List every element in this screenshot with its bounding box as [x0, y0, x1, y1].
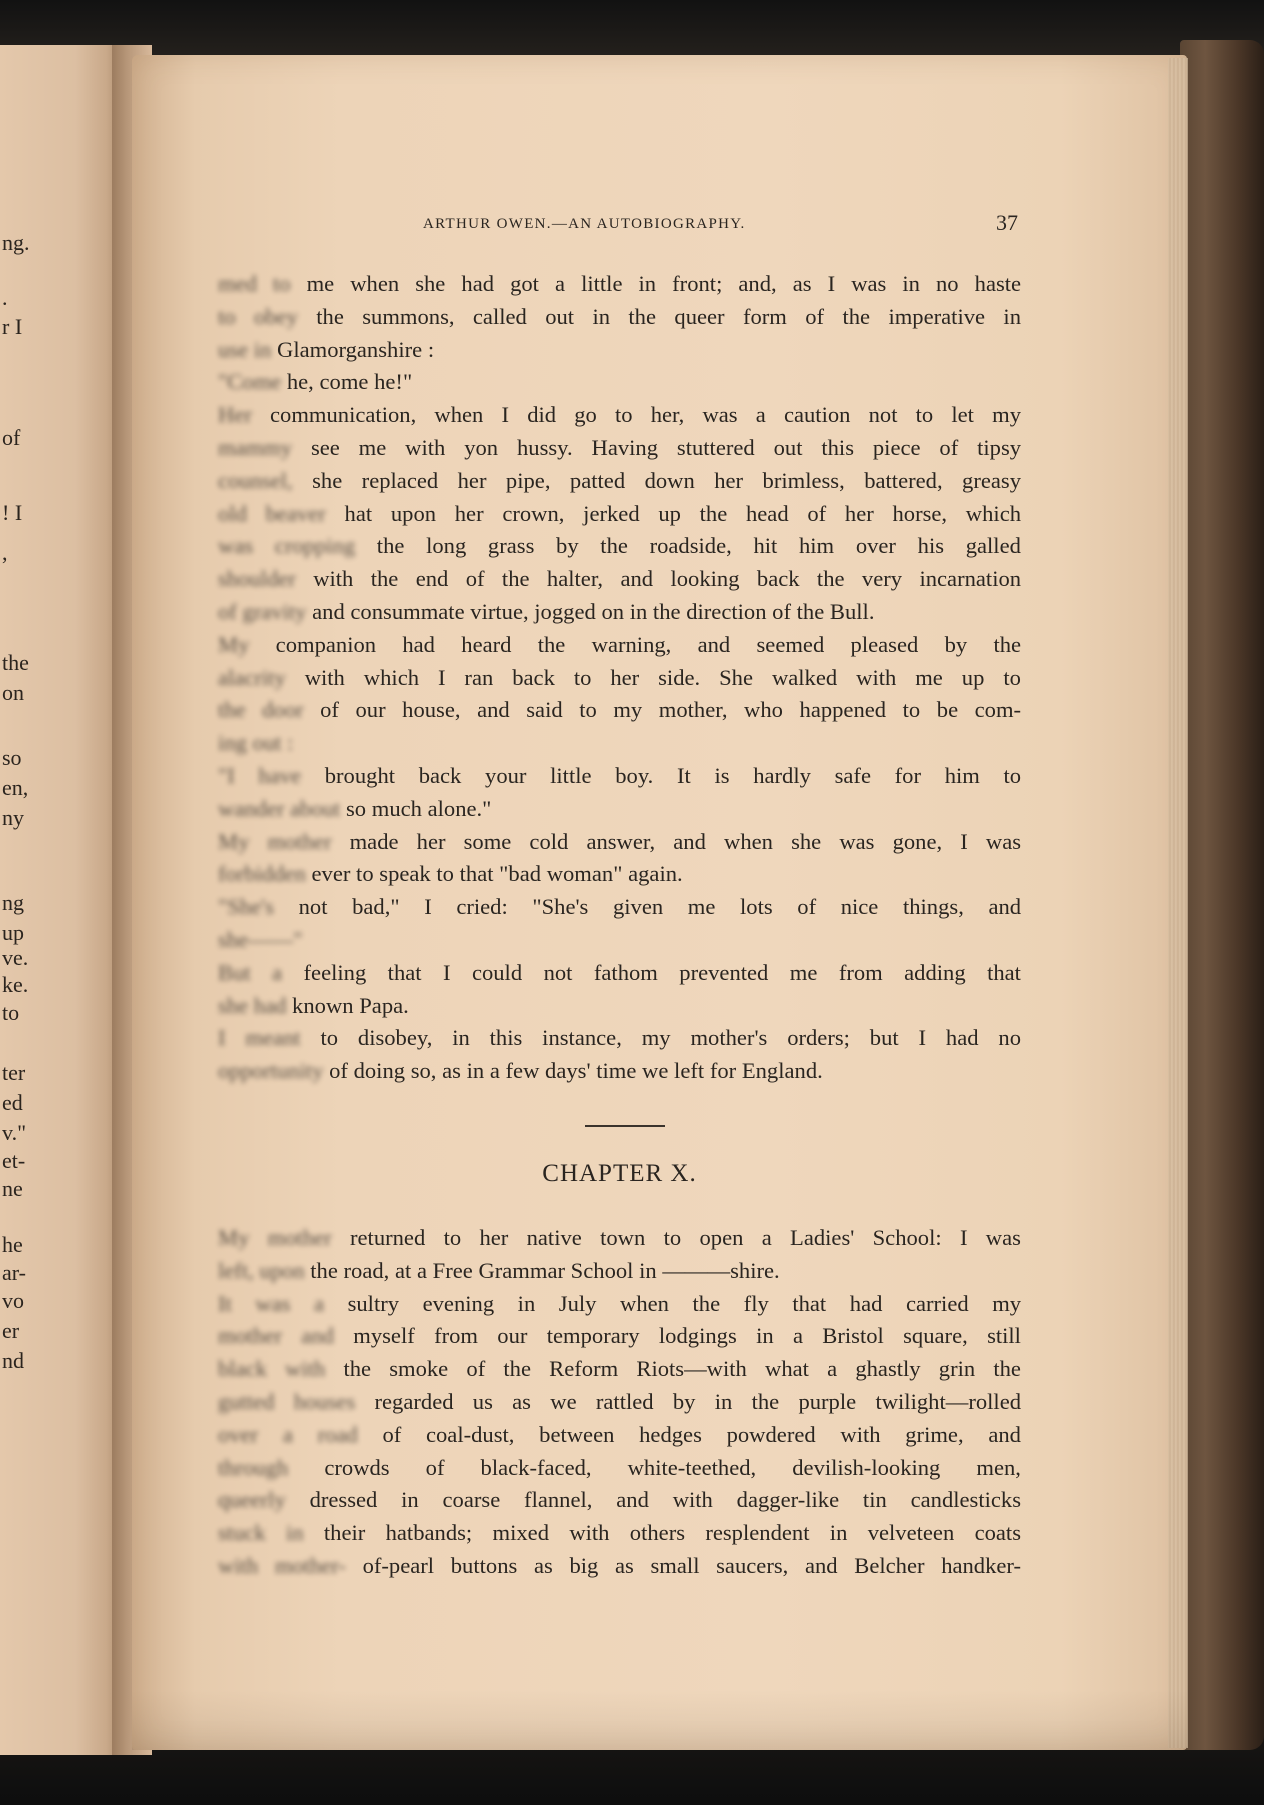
blurred-line-start: through [218, 1454, 289, 1480]
text-line: through crowds of black-faced, white-teethed, devilish-looking men, [218, 1454, 1021, 1480]
blurred-line-start: "She's [218, 894, 274, 920]
text-line: with mother- of-pearl buttons as big as small saucers, and Belcher handker- [218, 1552, 1022, 1578]
text-line: My mother returned to her native town to open a Ladies' School: I was [218, 1225, 1021, 1250]
text-line: gutted houses regarded us as we rattled by in the purple twilight—rolled [218, 1388, 1022, 1414]
blurred-line-start: use in [218, 336, 272, 362]
text-line: wander about so much alone." [218, 795, 492, 821]
blurred-line-start: My [218, 631, 250, 657]
text-line: opportunity of doing so, as in a few days' time we left for England. [218, 1058, 823, 1084]
blurred-line-start: shoulder [218, 566, 296, 592]
blurred-line-start: to obey [218, 303, 298, 329]
chapter-heading: CHAPTER X. [542, 1160, 697, 1187]
blurred-line-start: My mother [218, 1225, 332, 1250]
text-line: left, upon the road, at a Free Grammar School in ———shire. [218, 1257, 780, 1283]
left-page-fragment: ve. [2, 945, 29, 970]
left-page-fragment: r I [2, 314, 23, 339]
text-line: But a feeling that I could not fathom prevented me from adding that [218, 959, 1021, 985]
running-head: ARTHUR OWEN.—AN AUTOBIOGRAPHY. [423, 216, 746, 232]
left-page-fragment: so [2, 745, 22, 770]
blurred-line-start: It was a [218, 1290, 325, 1316]
text-line: Her communication, when I did go to her, was a caution not to let my [218, 402, 1021, 428]
blurred-line-start: "I have [218, 762, 302, 788]
text-line: "She's not bad," I cried: "She's given me lots of nice things, and [218, 894, 1022, 920]
body-text-chapter-x [218, 1222, 1021, 1583]
text-line: shoulder with the end of the halter, and looking back the very incarnation [218, 566, 1022, 592]
left-page-fragment: ng [2, 890, 24, 915]
text-line: med to me when she had got a little in front; and, as I was in no haste [218, 271, 1022, 296]
left-page-fragment: ed [2, 1090, 23, 1115]
blurred-line-start: med to [218, 271, 291, 296]
blurred-line-start: But a [218, 959, 283, 985]
left-page-fragment: et- [2, 1148, 26, 1173]
text-line: My mother made her some cold answer, and when she was gone, I was [218, 828, 1022, 854]
left-page-text-fragments [0, 45, 60, 1755]
left-page-fragment: to [2, 1000, 20, 1025]
text-line: alacrity with which I ran back to her side. She walked with me up to [218, 664, 1021, 690]
blurred-line-start: My mother [218, 828, 332, 854]
text-line: over a road of coal-dust, between hedges powdered with grime, and [218, 1421, 1021, 1447]
left-page-fragment: ny [2, 805, 24, 830]
blurred-line-start: the door [218, 697, 304, 723]
left-page-fragment: ng. [2, 230, 30, 255]
left-page-fragment: ! I [2, 500, 23, 525]
text-line: of gravity and consummate virtue, jogged on in the direction of the Bull. [218, 598, 875, 624]
left-page-fragment: ter [2, 1060, 26, 1085]
text-line: It was a sultry evening in July when the fly that had carried my [218, 1290, 1022, 1316]
blurred-line-start: she had [218, 992, 287, 1018]
blurred-line-start: black with [218, 1356, 326, 1382]
blurred-line-start: stuck in [218, 1520, 304, 1546]
blurred-line-start: forbidden [218, 861, 306, 887]
left-page [0, 45, 125, 1755]
text-line: queerly dressed in coarse flannel, and with dagger-like tin candlesticks [218, 1487, 1022, 1513]
left-page-fragment: ar- [2, 1260, 26, 1285]
body-text-before-chapter [218, 268, 1021, 1088]
text-line: "Come he, come he!" [218, 369, 413, 395]
left-page-fragment: on [2, 680, 24, 705]
blurred-line-start: I meant [218, 1025, 301, 1051]
text-line: stuck in their hatbands; mixed with others resplendent in velveteen coats [218, 1520, 1021, 1546]
text-line: mammy see me with yon hussy. Having stuttered out this piece of tipsy [218, 434, 1022, 460]
left-page-fragment: vo [2, 1288, 24, 1313]
text-line: she had known Papa. [218, 992, 409, 1018]
text-line: counsel, she replaced her pipe, patted down her brimless, battered, greasy [218, 467, 1021, 493]
text-line: mother and myself from our temporary lodgings in a Bristol square, still [218, 1323, 1021, 1349]
blurred-line-start: she——" [218, 926, 303, 952]
left-page-fragment: he [2, 1232, 23, 1257]
text-line: use in Glamorganshire : [218, 336, 435, 362]
blurred-line-start: mammy [218, 434, 293, 460]
blurred-line-start: was cropping [218, 533, 356, 559]
left-page-fragment: nd [2, 1348, 24, 1373]
blurred-line-start: opportunity [218, 1058, 324, 1084]
text-line [218, 727, 1021, 760]
section-rule [585, 1125, 665, 1127]
blurred-line-start: over a road [218, 1421, 358, 1447]
left-page-fragment: . [2, 285, 8, 310]
blurred-line-start: old beaver [218, 500, 326, 526]
text-line: "I have brought back your little boy. It is hardly safe for him to [218, 762, 1022, 788]
blurred-line-start: wander about [218, 795, 341, 821]
left-page-fragment: ke. [2, 972, 29, 997]
text-line: My companion had heard the warning, and seemed pleased by the [218, 631, 1022, 657]
text-line [218, 924, 1021, 957]
blurred-line-start: Her [218, 402, 252, 428]
left-page-fragment: er [2, 1318, 20, 1343]
blurred-line-start: alacrity [218, 664, 286, 690]
page-edge-stack [1168, 58, 1188, 1748]
text-line: forbidden ever to speak to that "bad woman" again. [218, 861, 683, 887]
blurred-line-start: with mother- [218, 1552, 346, 1578]
blurred-line-start: left, upon [218, 1257, 305, 1283]
blurred-line-start: counsel, [218, 467, 293, 493]
text-line: to obey the summons, called out in the queer form of the imperative in [218, 303, 1021, 329]
left-page-fragment: , [2, 540, 8, 565]
left-page-fragment: ne [2, 1176, 23, 1201]
blurred-line-start: "Come [218, 369, 282, 395]
blurred-line-start: mother and [218, 1323, 334, 1349]
text-line: was cropping the long grass by the roadside, hit him over his galled [218, 533, 1021, 559]
left-page-fragment: of [2, 425, 21, 450]
text-line: the door of our house, and said to my mother, who happened to be com- [218, 697, 1022, 723]
blurred-line-start: queerly [218, 1487, 286, 1513]
text-line: black with the smoke of the Reform Riots—with what a ghastly grin the [218, 1356, 1021, 1382]
page-shadow [132, 1690, 1187, 1750]
left-page-fragment: v." [2, 1120, 27, 1145]
left-page-fragment: the [2, 650, 29, 675]
blurred-line-start: of gravity [218, 598, 307, 624]
blurred-line-start: ing out : [218, 730, 294, 756]
page-number: 37 [996, 210, 1018, 235]
blurred-line-start: gutted houses [218, 1388, 356, 1414]
left-page-fragment: up [2, 920, 24, 945]
text-line: old beaver hat upon her crown, jerked up the head of her horse, which [218, 500, 1022, 526]
text-line: I meant to disobey, in this instance, my mother's orders; but I had no [218, 1025, 1021, 1051]
book-cover-edge [1180, 40, 1264, 1750]
left-page-fragment: en, [2, 775, 29, 800]
